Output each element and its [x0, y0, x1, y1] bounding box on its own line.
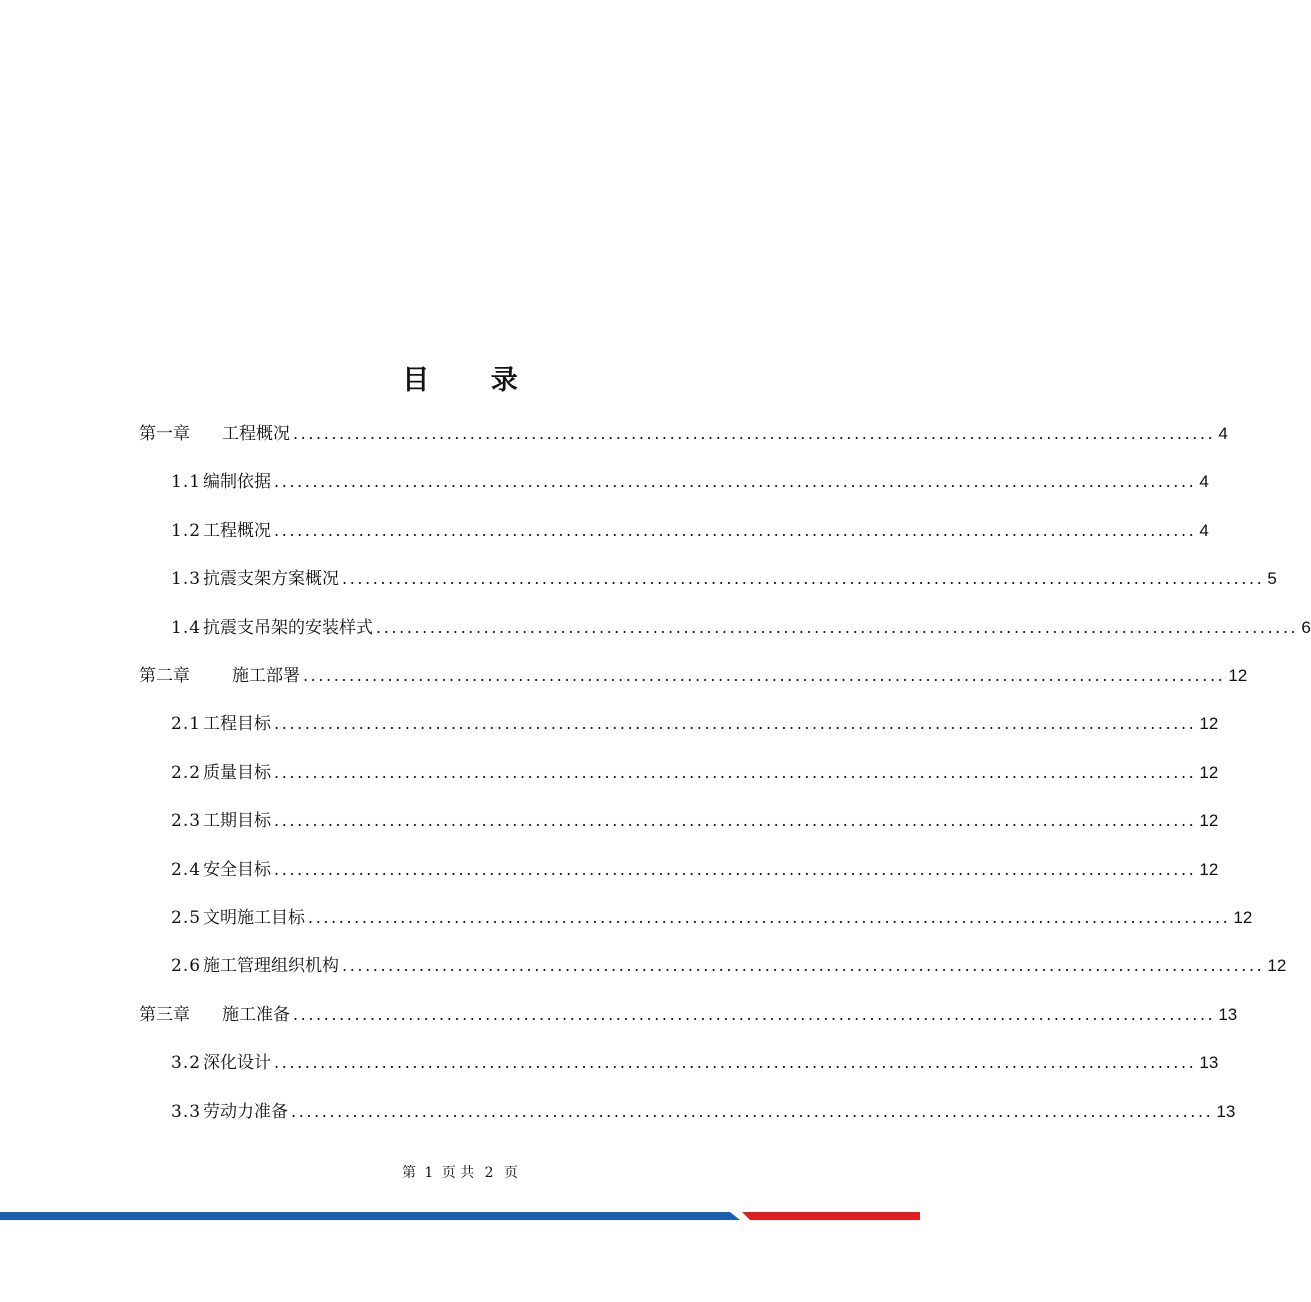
- toc-entry-number: 1.2: [171, 521, 202, 541]
- toc-section-entry[interactable]: [171, 758, 1219, 788]
- toc-entry-text: 安全目标: [203, 860, 272, 880]
- toc-chapter-label: 第一章: [139, 424, 190, 444]
- toc-dot-leader: ........................................................................................................................: [274, 1053, 1197, 1072]
- toc-entry-text: 深化设计: [203, 1053, 272, 1073]
- toc-entry-label: [139, 1000, 290, 1030]
- toc-entry-label: [171, 855, 271, 885]
- toc-entry-label: [171, 1048, 271, 1078]
- toc-chapter-entry[interactable]: [139, 1000, 1238, 1030]
- toc-entry-text: 文明施工目标: [203, 908, 306, 928]
- toc-section-entry[interactable]: [171, 516, 1209, 546]
- toc-entry-label: [171, 709, 271, 739]
- toc-section-entry[interactable]: [171, 951, 1287, 981]
- toc-entry-text: 施工部署: [232, 666, 300, 686]
- toc-page-number: 13: [1218, 1005, 1238, 1024]
- toc-chapter-label: 第三章: [139, 1005, 190, 1025]
- toc-chapter-entry[interactable]: [139, 419, 1228, 449]
- toc-page-number: 4: [1199, 472, 1209, 491]
- toc-entry-text: 质量目标: [203, 763, 272, 783]
- toc-page-number: 13: [1199, 1053, 1219, 1072]
- toc-title: 目 录: [402, 365, 544, 396]
- footer-bar-red: [742, 1212, 920, 1220]
- toc-entry-number: 3.2: [171, 1053, 202, 1073]
- toc-entry-number: 2.1: [171, 714, 202, 734]
- toc-section-entry[interactable]: [171, 903, 1253, 933]
- toc-dot-leader: ........................................................................................................................: [274, 860, 1197, 879]
- toc-entry-label: [139, 419, 290, 449]
- toc-section-entry[interactable]: [171, 467, 1209, 497]
- toc-entry-text: 工程概况: [222, 424, 290, 444]
- page-footer: [0, 1162, 920, 1182]
- toc-entry-label: [171, 564, 339, 594]
- toc-entry-text: 劳动力准备: [203, 1102, 289, 1122]
- toc-page-number: 12: [1228, 666, 1248, 685]
- toc-entry-text: 编制依据: [203, 472, 272, 492]
- toc-page-number: 12: [1199, 714, 1219, 733]
- toc-entry-number: 3.3: [171, 1102, 202, 1122]
- toc-chapter-label: 第二章: [139, 666, 190, 686]
- toc-entry-label: [171, 806, 271, 836]
- toc-entry-label: [171, 903, 305, 933]
- toc-dot-leader: ........................................................................................................................: [274, 763, 1197, 782]
- toc-entry-text: 施工准备: [222, 1005, 290, 1025]
- toc-chapter-entry[interactable]: [139, 661, 1248, 691]
- toc-dot-leader: ........................................................................................................................: [293, 424, 1216, 443]
- toc-page-number: 5: [1267, 569, 1277, 588]
- toc-entry-text: 工程概况: [203, 521, 272, 541]
- toc-entry-number: 2.6: [171, 956, 202, 976]
- toc-entry-number: 2.4: [171, 860, 202, 880]
- footer-total-pages: 2: [484, 1165, 494, 1181]
- toc-entry-label: [171, 1097, 288, 1127]
- toc-entry-text: 工期目标: [203, 811, 272, 831]
- toc-dot-leader: ........................................................................................................................: [291, 1102, 1214, 1121]
- toc-page-number: 13: [1216, 1102, 1236, 1121]
- toc-dot-leader: ........................................................................................................................: [274, 714, 1197, 733]
- toc-entry-label: [139, 661, 300, 691]
- toc-dot-leader: ........................................................................................................................: [293, 1005, 1216, 1024]
- toc-dot-leader: ........................................................................................................................: [308, 908, 1231, 927]
- toc-page-number: 12: [1233, 908, 1253, 927]
- toc-section-entry[interactable]: [171, 709, 1219, 739]
- toc-dot-leader: ........................................................................................................................: [274, 472, 1197, 491]
- toc-section-entry[interactable]: [171, 855, 1219, 885]
- toc-page-number: 12: [1199, 860, 1219, 879]
- toc-page-number: 6: [1301, 618, 1311, 637]
- toc-section-entry[interactable]: [171, 613, 1311, 643]
- toc-page-number: 4: [1218, 424, 1228, 443]
- toc-dot-leader: ........................................................................................................................: [274, 521, 1197, 540]
- toc-entry-label: [171, 516, 271, 546]
- toc-entry-number: 1.3: [171, 569, 202, 589]
- toc-entry-number: 1.4: [171, 618, 202, 638]
- footer-middle: 页 共: [441, 1165, 475, 1181]
- toc-entry-label: [171, 467, 271, 497]
- footer-color-bar: [0, 1212, 920, 1222]
- toc-page-number: 12: [1199, 763, 1219, 782]
- toc-dot-leader: ........................................................................................................................: [376, 618, 1299, 637]
- toc-page-number: 12: [1199, 811, 1219, 830]
- footer-bar-blue: [0, 1212, 740, 1220]
- toc-entry-label: [171, 613, 373, 643]
- toc-section-entry[interactable]: [171, 806, 1219, 836]
- toc-entry-text: 抗震支架方案概况: [203, 569, 340, 589]
- toc-page-number: 4: [1199, 521, 1209, 540]
- toc-entry-number: 2.2: [171, 763, 202, 783]
- footer-current-page: 1: [424, 1165, 434, 1181]
- footer-prefix: 第: [401, 1165, 416, 1181]
- toc-entry-label: [171, 758, 271, 788]
- toc-entry-number: 2.3: [171, 811, 202, 831]
- toc-section-entry[interactable]: [171, 564, 1277, 594]
- toc-dot-leader: ........................................................................................................................: [342, 956, 1265, 975]
- toc-page-number: 12: [1267, 956, 1287, 975]
- toc-entry-text: 施工管理组织机构: [203, 956, 340, 976]
- toc-entry-text: 抗震支吊架的安装样式: [203, 618, 374, 638]
- footer-suffix: 页: [504, 1165, 519, 1181]
- toc-section-entry[interactable]: [171, 1097, 1236, 1127]
- toc-entry-text: 工程目标: [203, 714, 272, 734]
- toc-entry-number: 1.1: [171, 472, 202, 492]
- toc-dot-leader: ........................................................................................................................: [342, 569, 1265, 588]
- toc-section-entry[interactable]: [171, 1048, 1219, 1078]
- toc-entry-number: 2.5: [171, 908, 202, 928]
- toc-dot-leader: ........................................................................................................................: [303, 666, 1226, 685]
- toc-dot-leader: ........................................................................................................................: [274, 811, 1197, 830]
- toc-entry-label: [171, 951, 339, 981]
